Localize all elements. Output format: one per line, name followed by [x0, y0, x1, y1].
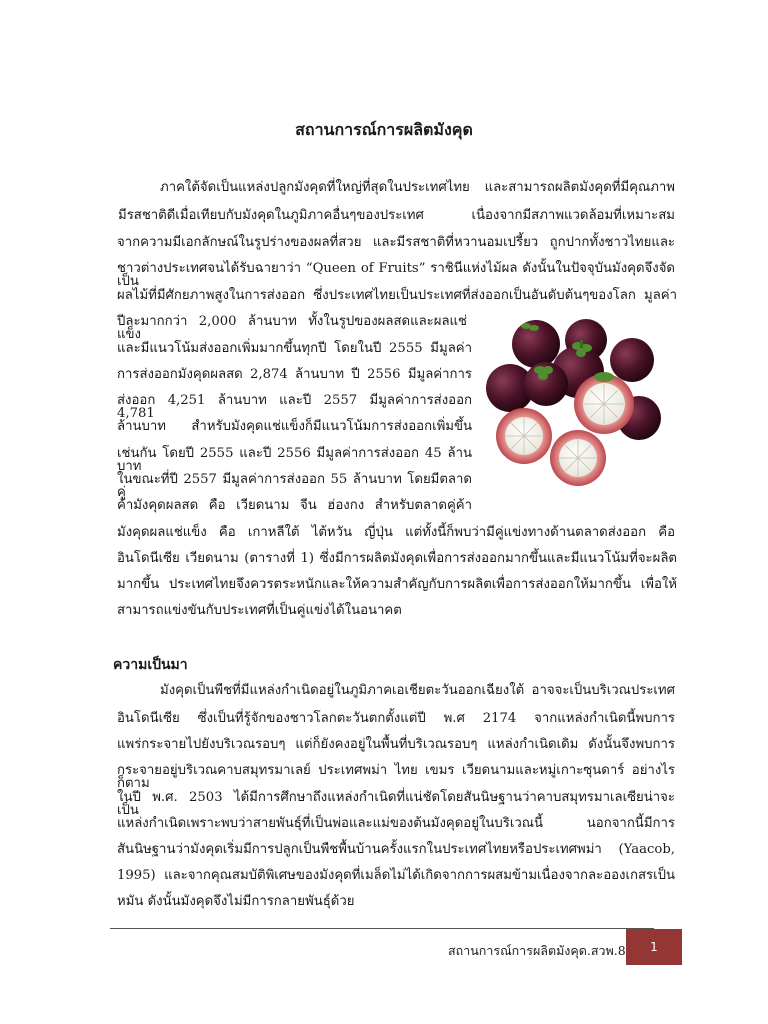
history-line: กระจายอยู่บริเวณคาบสมุทรมาเลย์ ประเทศพม่า ไทย เขมร เวียดนามและหมู่เกาะซุนดาร์ อย่างไรก็ตาม	[117, 763, 675, 792]
footer-divider	[110, 928, 654, 929]
history-line: หมัน ดังนั้นมังคุดจึงไม่มีการกลายพันธุ์ด้วย	[117, 894, 355, 909]
intro-line: ค้ามังคุดผลสด คือ เวียดนาม จีน ฮ่องกง สำหรับตลาดคู่ค้า	[117, 498, 472, 513]
intro-line: และมีแนวโน้มส่งออกเพิ่มมากขึ้นทุกปี โดยในปี 2555 มีมูลค่า	[117, 341, 472, 356]
intro-line: ในขณะที่ปี 2557 มีมูลค่าการส่งออก 55 ล้านบาท โดยมีตลาดคู่	[117, 472, 472, 501]
intro-line: จากความมีเอกลักษณ์ในรูปร่างของผลที่สวย และมีรสชาติที่หวานอมเปรี้ยว ถูกปากทั้งชาวไทยและ	[117, 235, 675, 250]
section-heading: ความเป็นมา	[113, 657, 188, 673]
intro-line: มีรสชาติดีเมื่อเทียบกับมังคุดในภูมิภาคอื่นๆของประเทศ เนื่องจากมีสภาพแวดล้อมที่เหมาะสม	[118, 208, 675, 223]
intro-line: สามารถแข่งขันกับประเทศที่เป็นคู่แข่งได้ในอนาคต	[117, 603, 402, 618]
footer-title: สถานการณ์การผลิตมังคุด.สวพ.8	[448, 943, 626, 958]
intro-line: ภาคใต้จัดเป็นแหล่งปลูกมังคุดที่ใหญ่ที่สุดในประเทศไทย และสามารถผลิตมังคุดที่มีคุณภาพ	[160, 180, 675, 195]
intro-line: ปีละมากกว่า 2,000 ล้านบาท ทั้งในรูปของผลสดและผลแช่แข็ง	[117, 314, 467, 343]
mangosteen-photo	[484, 318, 664, 488]
history-line: แพร่กระจายไปยังบริเวณรอบๆ แต่ก็ยังคงอยู่ในพื้นที่บริเวณรอบๆ แหล่งกำเนิดเดิม ดังนั้นจึงพบการ	[117, 737, 675, 752]
intro-line: อินโดนีเซีย เวียดนาม (ตารางที่ 1) ซึ่งมีการผลิตมังคุดเพื่อการส่งออกมากขึ้นและมีแนวโน้มที่จะผลิต	[117, 551, 677, 566]
intro-line: เช่นกัน โดยปี 2555 และปี 2556 มีมูลค่าการส่งออก 45 ล้านบาท	[117, 446, 472, 475]
intro-line: มังคุดผลแช่แข็ง คือ เกาหลีใต้ ไต้หวัน ญี่ปุ่น แต่ทั้งนี้ก็พบว่ามีคู่แข่งทางด้านตลาดส่งออก คือ	[117, 525, 675, 540]
intro-line: ผลไม้ที่มีศักยภาพสูงในการส่งออก ซึ่งประเทศไทยเป็นประเทศที่ส่งออกเป็นอันดับต้นๆของโลก มูลค่า	[117, 288, 677, 303]
intro-line: การส่งออกมังคุดผลสด 2,874 ล้านบาท ปี 2556 มีมูลค่าการ	[117, 367, 472, 382]
history-line: 1995) และจากคุณสมบัติพิเศษของมังคุดที่เมล็ดไม่ได้เกิดจากการผสมข้ามเนื่องจากละอองเกสรเป็น	[117, 868, 675, 883]
history-line: มังคุดเป็นพืชที่มีแหล่งกำเนิดอยู่ในภูมิภาคเอเชียตะวันออกเฉียงใต้ อาจจะเป็นบริเวณประเทศ	[160, 683, 675, 698]
intro-line: ส่งออก 4,251 ล้านบาท และปี 2557 มีมูลค่าการส่งออก 4,781	[117, 393, 472, 422]
history-line: สันนิษฐานว่ามังคุดเริ่มมีการปลูกเป็นพืชพื้นบ้านครั้งแรกในประเทศไทยหรือประเทศพม่า (Yaacob,	[117, 842, 675, 857]
page-number-badge	[626, 929, 682, 965]
intro-line: ล้านบาท สำหรับมังคุดแช่แข็งก็มีแนวโน้มการส่งออกเพิ่มขึ้น	[117, 419, 472, 434]
intro-line: ชาวต่างประเทศจนได้รับฉายาว่า “Queen of Fruits” ราชินีแห่งไม้ผล ดังนั้นในปัจจุบันมังคุดจึงจัดเป็น	[117, 261, 675, 290]
history-line: อินโดนีเซีย ซึ่งเป็นที่รู้จักของชาวโลกตะวันตกตั้งแต่ปี พ.ศ 2174 จากแหล่งกำเนิดนี้พบการ	[117, 711, 675, 726]
history-line: แหล่งกำเนิดเพราะพบว่าสายพันธุ์ที่เป็นพ่อและแม่ของต้นมังคุดอยู่ในบริเวณนี้ นอกจากนี้มีการ	[117, 816, 675, 831]
page-number: 1	[650, 940, 658, 954]
intro-line: มากขึ้น ประเทศไทยจึงควรตระหนักและให้ความสำคัญกับการผลิตเพื่อการส่งออกให้มากขึ้น เพื่อให้	[117, 577, 677, 592]
page-title: สถานการณ์การผลิตมังคุด	[295, 120, 473, 139]
history-line: ในปี พ.ศ. 2503 ได้มีการศึกษาถึงแหล่งกำเนิดที่แน่ชัดโดยสันนิษฐานว่าคาบสมุทรมาเลเซียน่าจะเป็น	[117, 790, 675, 819]
